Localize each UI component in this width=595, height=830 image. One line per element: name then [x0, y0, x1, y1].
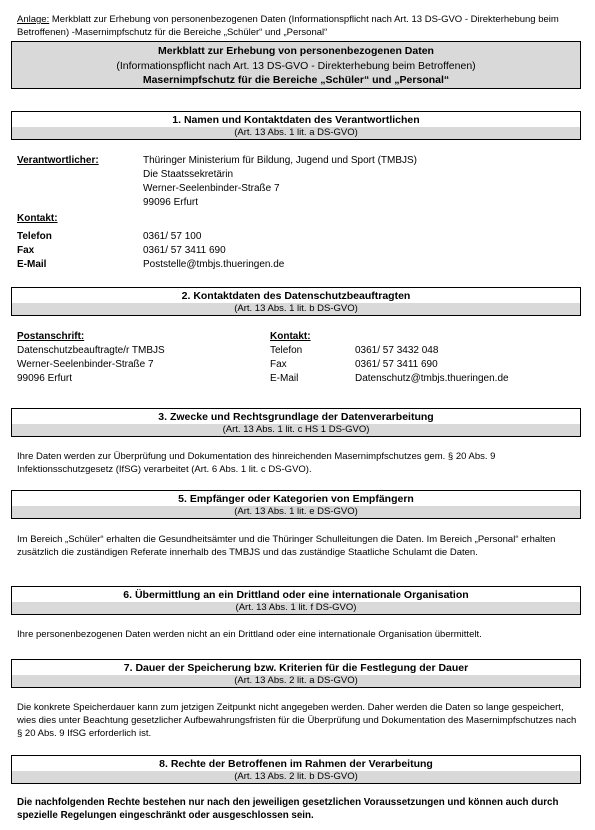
section-7-box	[11, 659, 581, 688]
section-2-box	[11, 287, 581, 316]
dauer-paragraph: Die konkrete Speicherdauer kann zum jetzigen Zeitpunkt nicht angegeben werden. Daher werden die Daten so lange gespeichert, wies dies unter Beachtung gesetzlicher Aufbewahrungsfristen für die Überprüfung und Dokumentation des Masernimpfschutzes nach § 20 Abs. 9 IfSG erforderlich ist.	[17, 702, 577, 739]
section-1-box	[11, 111, 581, 140]
section-2-subtitle: (Art. 13 Abs. 1 lit. b DS-GVO)	[12, 303, 580, 315]
telefon-value: 0361/ 57 100	[143, 231, 202, 242]
verantwortlicher-line: 99096 Erfurt	[143, 197, 199, 208]
section-8-subtitle: (Art. 13 Abs. 2 lit. b DS-GVO)	[12, 771, 580, 783]
header-title: Merkblatt zur Erhebung von personenbezogenen Daten	[158, 45, 434, 57]
dsb-email-value: Datenschutz@tmbjs.thueringen.de	[355, 373, 509, 384]
section-7-subtitle: (Art. 13 Abs. 2 lit. a DS-GVO)	[12, 675, 580, 687]
section-3-box	[11, 408, 581, 437]
anlage-label: Anlage:	[17, 14, 50, 25]
section-1-subtitle: (Art. 13 Abs. 1 lit. a DS-GVO)	[12, 127, 580, 139]
telefon-label: Telefon	[17, 231, 52, 242]
section-6-title: 6. Übermittlung an ein Drittland oder eine internationale Organisation	[123, 589, 469, 601]
kontakt-label: Kontakt:	[17, 213, 58, 224]
postanschrift-label: Postanschrift:	[17, 331, 85, 342]
header-topic: Masernimpfschutz für die Bereiche „Schüler“ und „Personal“	[142, 74, 450, 86]
verantwortlicher-line: Werner-Seelenbinder-Straße 7	[143, 183, 280, 194]
section-8-title: 8. Rechte der Betroffenen im Rahmen der Verarbeitung	[159, 758, 433, 770]
section-6-box	[11, 586, 581, 615]
drittland-paragraph: Ihre personenbezogenen Daten werden nicht an ein Drittland oder eine internationale Organisation übermittelt.	[17, 629, 482, 640]
section-6-subtitle: (Art. 13 Abs. 1 lit. f DS-GVO)	[12, 602, 580, 614]
header-subtitle: (Informationspflicht nach Art. 13 DS-GVO - Direkterhebung beim Betroffenen)	[116, 59, 476, 72]
section-3-title: 3. Zwecke und Rechtsgrundlage der Datenverarbeitung	[158, 411, 434, 423]
section-5-subtitle: (Art. 13 Abs. 1 lit. e DS-GVO)	[12, 506, 580, 518]
dsb-email-label: E-Mail	[270, 373, 299, 384]
section-1-title: 1. Namen und Kontaktdaten des Verantwortlichen	[172, 114, 420, 126]
anlage-note	[17, 13, 577, 39]
rechte-paragraph: Die nachfolgenden Rechte bestehen nur nach den jeweiligen gesetzlichen Voraussetzungen und können auch durch spezielle Regelungen eingeschränkt oder ausgeschlossen sein.	[17, 797, 559, 821]
verantwortlicher-address	[143, 154, 417, 210]
anlage-text: Merkblatt zur Erhebung von personenbezogenen Daten (Informationspflicht nach Art. 13 DS-GVO - Direkterhebung beim Betroffenen) -Masernimpfschutz für die Bereiche „Schüler“ und „Personal“	[17, 14, 559, 38]
section-3-subtitle: (Art. 13 Abs. 1 lit. c HS 1 DS-GVO)	[12, 424, 580, 436]
dsb-fax-label: Fax	[270, 359, 287, 370]
dsb-telefon-label: Telefon	[270, 345, 303, 356]
section-7-title: 7. Dauer der Speicherung bzw. Kriterien für die Festlegung der Dauer	[123, 662, 469, 674]
dsb-address-line: 99096 Erfurt	[17, 373, 73, 384]
verantwortlicher-line: Die Staatssekretärin	[143, 169, 234, 180]
section-2-title: 2. Kontaktdaten des Datenschutzbeauftragten	[181, 290, 411, 302]
dsb-address	[17, 344, 165, 386]
empfaenger-paragraph: Im Bereich „Schüler“ erhalten die Gesundheitsämter und die Thüringer Schulleitungen die Daten. Im Bereich „Personal“ erhalten zusätzlich die zuständigen Referate innerhalb des TMBJS und das zuständige Staatliche Schulamt die Daten.	[17, 534, 556, 558]
section-8-box	[11, 755, 581, 784]
fax-label: Fax	[17, 245, 35, 256]
dsb-address-line: Datenschutzbeauftragte/r TMBJS	[17, 345, 165, 356]
dsb-address-line: Werner-Seelenbinder-Straße 7	[17, 359, 154, 370]
section-5-title: 5. Empfänger oder Kategorien von Empfängern	[178, 493, 414, 505]
verantwortlicher-label: Verantwortlicher:	[17, 155, 99, 166]
email-label: E-Mail	[17, 259, 47, 270]
dsb-kontakt-label: Kontakt:	[270, 331, 311, 342]
section-5-box	[11, 490, 581, 519]
email-value: Poststelle@tmbjs.thueringen.de	[143, 259, 285, 270]
dsb-fax-value: 0361/ 57 3411 690	[355, 359, 438, 370]
zwecke-paragraph: Ihre Daten werden zur Überprüfung und Dokumentation des hinreichenden Masernimpfschutzes gem. § 20 Abs. 9 Infektionsschutzgesetz (IfSG) verarbeitet (Art. 6 Abs. 1 lit. c DS-GVO).	[17, 451, 496, 475]
fax-value: 0361/ 57 3411 690	[143, 245, 226, 256]
header-box	[11, 41, 581, 89]
dsb-telefon-value: 0361/ 57 3432 048	[355, 345, 439, 356]
verantwortlicher-line: Thüringer Ministerium für Bildung, Jugend und Sport (TMBJS)	[143, 155, 418, 166]
